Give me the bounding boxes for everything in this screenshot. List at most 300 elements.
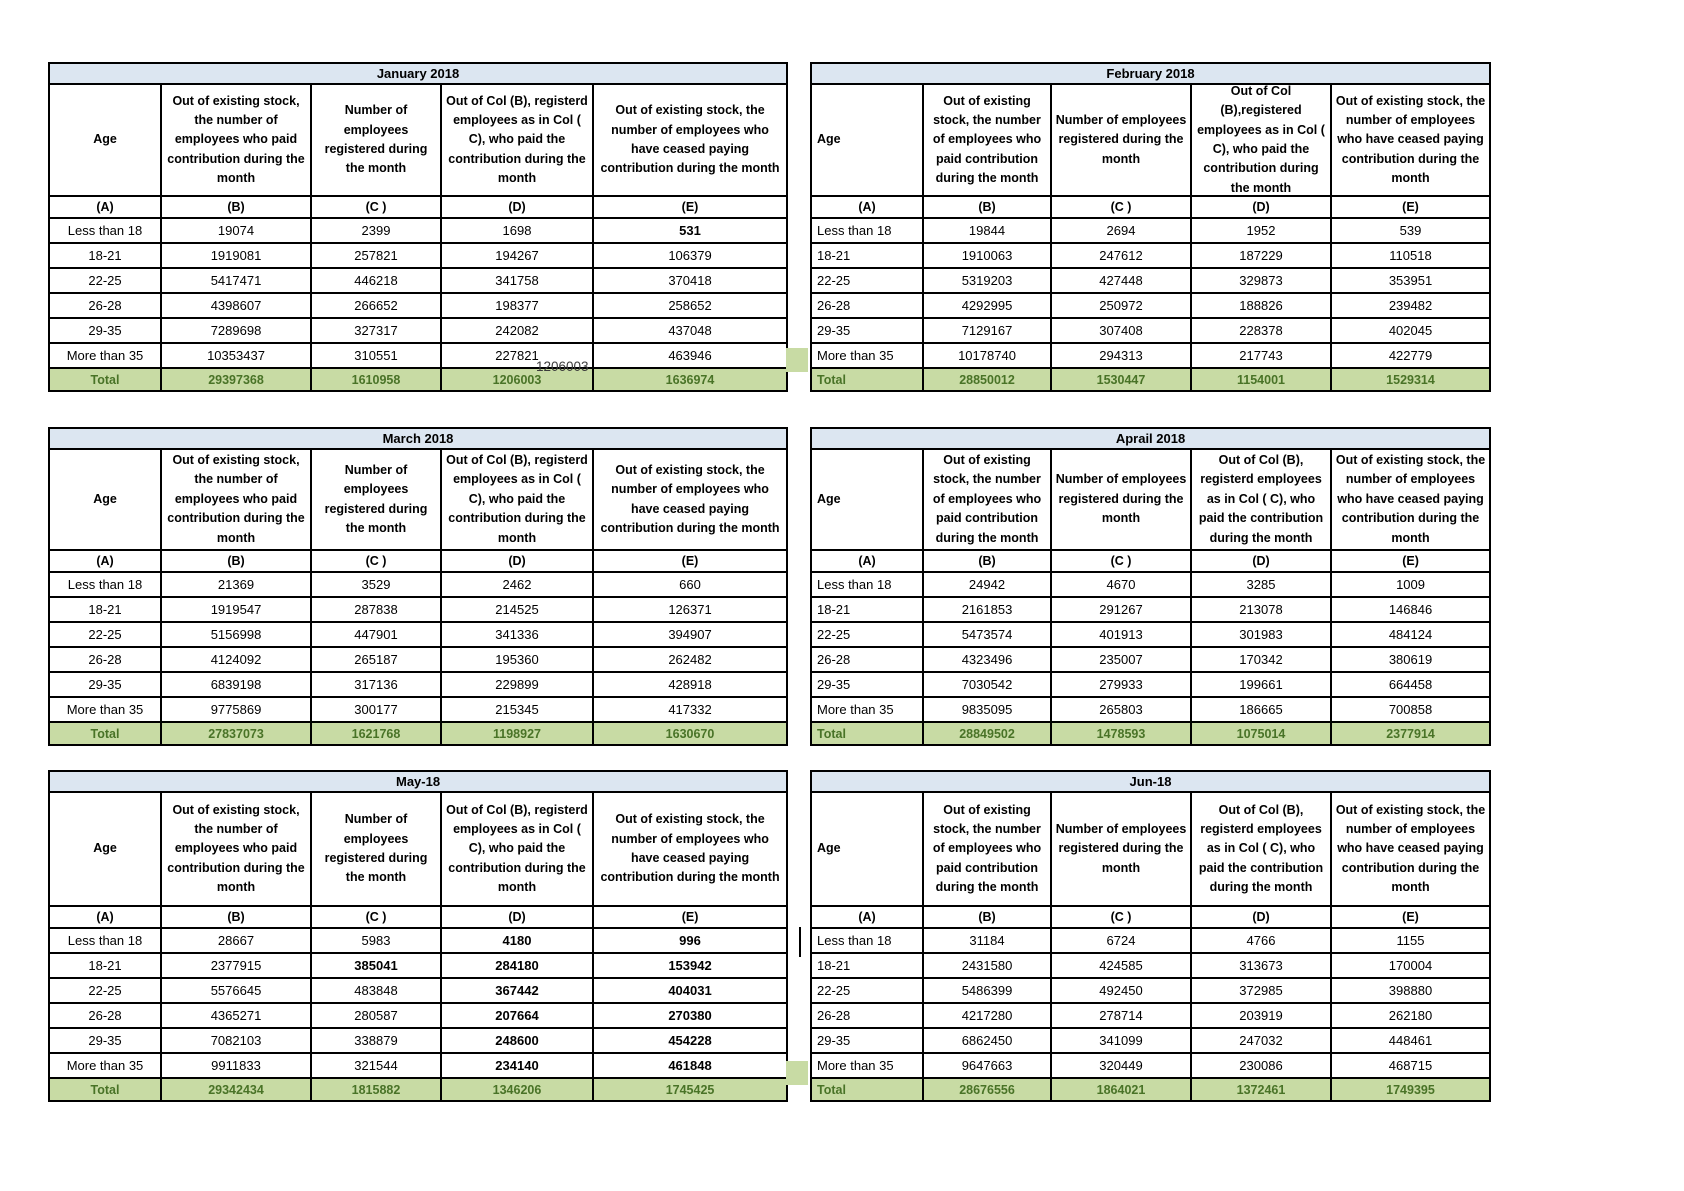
cell-value [1051, 218, 1191, 243]
col-header-b [923, 84, 1051, 196]
total-value-text: 1529314 [1386, 372, 1435, 387]
cell-value-text: 106379 [668, 248, 712, 263]
total-value [311, 722, 441, 745]
cell-value [311, 318, 441, 343]
cell-value [1191, 293, 1331, 318]
cell-value-text: 353951 [1388, 273, 1433, 288]
cell-value [441, 1053, 593, 1078]
cell-value-text: 2377915 [210, 958, 262, 973]
cell-value [1051, 697, 1191, 722]
cell-value-text: 463946 [668, 348, 712, 363]
age-label-text: 18-21 [817, 602, 851, 617]
total-value [593, 722, 787, 745]
cell-value [1051, 343, 1191, 368]
col-letter-text: (C ) [365, 910, 387, 924]
total-value [1191, 722, 1331, 745]
table-row [811, 647, 1490, 672]
col-letter [923, 550, 1051, 572]
age-label [49, 243, 161, 268]
cell-value-text: 531 [679, 223, 701, 238]
age-label-text: Less than 18 [67, 933, 143, 948]
cell-value [593, 1053, 787, 1078]
col-letter-text: (E) [681, 200, 699, 214]
cell-value-text: 4323496 [961, 652, 1013, 667]
cell-value [311, 243, 441, 268]
cell-value [1191, 622, 1331, 647]
cell-value [1191, 572, 1331, 597]
cell-value-text: 380619 [1388, 652, 1433, 667]
cell-value [1191, 343, 1331, 368]
cell-value-text: 4365271 [210, 1008, 262, 1023]
cell-value-text: 187229 [1239, 248, 1283, 263]
cell-value-text: 492450 [1099, 983, 1143, 998]
cell-value [1191, 243, 1331, 268]
cell-value-text: 2399 [361, 223, 391, 238]
cell-value [1191, 697, 1331, 722]
cell-value-text: 5156998 [210, 627, 262, 642]
cell-value [441, 218, 593, 243]
total-value [1051, 1078, 1191, 1101]
total-value-text: 1745425 [665, 1082, 715, 1097]
col-letter [593, 550, 787, 572]
age-label [49, 978, 161, 1003]
cell-value-text: 9835095 [961, 702, 1013, 717]
cell-value-text: 300177 [354, 702, 398, 717]
cell-value-text: 307408 [1099, 323, 1143, 338]
col-header-e [593, 449, 787, 550]
cell-value [1331, 647, 1490, 672]
age-label-text: Less than 18 [817, 577, 892, 592]
cell-value-text: 280587 [354, 1008, 398, 1023]
cell-value-text: 207664 [495, 1008, 539, 1023]
total-value [161, 368, 311, 391]
table-row [811, 218, 1490, 243]
cell-value-text: 5417471 [210, 273, 262, 288]
cell-value-text: 7289698 [210, 323, 262, 338]
col-header-d [441, 84, 593, 196]
col-header-c [311, 449, 441, 550]
col-header-e-text: Out of existing stock, the number of employees who have ceased paying contribution during the month [600, 462, 780, 535]
cell-value [441, 953, 593, 978]
cell-value [1331, 597, 1490, 622]
cell-value-text: 24942 [968, 577, 1006, 592]
month-table-march [48, 427, 788, 746]
total-value-text: 2377914 [1386, 726, 1435, 741]
total-value-text: 1610958 [351, 372, 401, 387]
cell-value [923, 218, 1051, 243]
cell-value [593, 243, 787, 268]
age-label-text: Less than 18 [817, 223, 892, 238]
cell-value-text: 2161853 [961, 602, 1013, 617]
cell-value [923, 622, 1051, 647]
table-row [49, 672, 787, 697]
cell-value-text: 7030542 [961, 677, 1013, 692]
cell-value [593, 597, 787, 622]
col-letter [49, 906, 161, 928]
table-row [49, 293, 787, 318]
table-row [811, 1028, 1490, 1053]
cell-value [923, 572, 1051, 597]
total-value-text: 28676556 [959, 1082, 1015, 1097]
cell-value-text: 341099 [1099, 1033, 1143, 1048]
cell-value-text: 424585 [1099, 958, 1143, 973]
col-letter-text: (E) [1402, 200, 1419, 214]
col-letter [593, 906, 787, 928]
col-letter-text: (D) [508, 554, 526, 568]
col-letter [161, 550, 311, 572]
cell-value [593, 1028, 787, 1053]
cell-value-text: 341758 [495, 273, 539, 288]
col-letter-text: (C ) [1110, 200, 1132, 214]
age-label [811, 697, 923, 722]
cell-value [311, 293, 441, 318]
col-header-age-text: Age [93, 132, 117, 147]
col-letter [923, 196, 1051, 218]
total-label-text: Total [817, 372, 846, 387]
age-label-text: 26-28 [88, 652, 122, 667]
cell-value [1331, 218, 1490, 243]
cell-value [1191, 1053, 1331, 1078]
age-label [49, 672, 161, 697]
col-letter-text: (C ) [365, 200, 387, 214]
col-header-d-text: Out of Col (B), registerd employees as in Col ( C), who paid the contribution during the month [446, 453, 588, 545]
cell-value-text: 291267 [1099, 602, 1143, 617]
table-title-january [49, 63, 787, 84]
cell-value [923, 928, 1051, 953]
cell-value [1191, 1003, 1331, 1028]
table-row [49, 597, 787, 622]
col-header-c-text: Number of employees registered during the month [1055, 112, 1187, 166]
cell-value [1331, 672, 1490, 697]
total-value [441, 722, 593, 745]
cell-value-text: 284180 [495, 958, 539, 973]
cell-value-text: 247612 [1099, 248, 1143, 263]
age-label [49, 268, 161, 293]
cell-value [1191, 218, 1331, 243]
col-letter [1051, 196, 1191, 218]
total-value-text: 1154001 [1237, 372, 1285, 387]
total-value-text: 1630670 [665, 726, 715, 741]
stray-green-cell-bottom [786, 1061, 808, 1085]
cell-value [1051, 647, 1191, 672]
total-label [811, 722, 923, 745]
total-label [49, 1078, 161, 1101]
cell-value-text: 370418 [668, 273, 712, 288]
col-header-b [923, 792, 1051, 906]
col-letter-text: (D) [508, 910, 526, 924]
age-label [811, 622, 923, 647]
cell-value-text: 242082 [495, 323, 539, 338]
total-row [49, 722, 787, 745]
age-label [811, 268, 923, 293]
cell-value [1051, 1053, 1191, 1078]
total-value [593, 368, 787, 391]
cell-value [593, 953, 787, 978]
table-title-march-text: March 2018 [382, 431, 454, 446]
cell-value [1051, 243, 1191, 268]
cell-value-text: 287838 [354, 602, 398, 617]
col-header-c-text: Number of employees registered during the month [324, 462, 428, 535]
table-row [49, 218, 787, 243]
age-label-text: 18-21 [88, 958, 122, 973]
cell-value [1051, 672, 1191, 697]
cell-value [1051, 1003, 1191, 1028]
cell-value-text: 3285 [1246, 577, 1276, 592]
age-label-text: 26-28 [88, 298, 122, 313]
total-value [311, 368, 441, 391]
cell-value [441, 597, 593, 622]
col-header-e-text: Out of existing stock, the number of employees who have ceased paying contribution during the month [1335, 802, 1486, 895]
cell-value [1051, 928, 1191, 953]
cell-value [441, 672, 593, 697]
cell-value-text: 385041 [354, 958, 398, 973]
table-row [49, 697, 787, 722]
age-label-text: 26-28 [88, 1008, 122, 1023]
col-letter [593, 196, 787, 218]
table-row [49, 318, 787, 343]
col-header-c [1051, 792, 1191, 906]
cell-value-text: 660 [679, 577, 701, 592]
cell-value [923, 343, 1051, 368]
table-row [811, 1003, 1490, 1028]
cell-value-text: 5319203 [961, 273, 1013, 288]
table-row [49, 1003, 787, 1028]
col-header-b-text: Out of existing stock, the number of employees who paid contribution during the month [932, 802, 1042, 895]
col-header-age-text: Age [817, 841, 841, 856]
cell-value-text: 265187 [354, 652, 398, 667]
total-row [811, 1078, 1490, 1101]
col-header-e-text: Out of existing stock, the number of employees who have ceased paying contribution during the month [1335, 453, 1486, 545]
cell-value [1191, 318, 1331, 343]
cell-value [441, 1028, 593, 1053]
cell-value [311, 1003, 441, 1028]
cell-value [923, 293, 1051, 318]
cell-value [441, 572, 593, 597]
cell-value [1331, 268, 1490, 293]
cell-value-text: 372985 [1239, 983, 1283, 998]
cell-value [161, 1028, 311, 1053]
col-header-e [1331, 449, 1490, 550]
col-header-c-text: Number of employees registered during the month [324, 103, 428, 176]
col-header-b [923, 449, 1051, 550]
cell-value [311, 697, 441, 722]
cell-value [923, 978, 1051, 1003]
cell-value-text: 186665 [1239, 702, 1283, 717]
col-header-age [49, 449, 161, 550]
col-header-age [49, 84, 161, 196]
col-header-age [811, 449, 923, 550]
cell-value [923, 1028, 1051, 1053]
cell-value-text: 5486399 [961, 983, 1013, 998]
cell-value-text: 250972 [1099, 298, 1143, 313]
cell-value [593, 697, 787, 722]
cell-value [1331, 1003, 1490, 1028]
cell-value-text: 10178740 [958, 348, 1016, 363]
col-header-b-text: Out of existing stock, the number of employees who paid contribution during the month [167, 802, 305, 895]
col-header-age [49, 792, 161, 906]
cell-value-text: 437048 [668, 323, 712, 338]
cell-value-text: 1919081 [210, 248, 262, 263]
cell-value [161, 1003, 311, 1028]
age-label [49, 597, 161, 622]
age-label [811, 978, 923, 1003]
age-label [49, 572, 161, 597]
age-label-text: Less than 18 [817, 933, 892, 948]
cell-value-text: 248600 [495, 1033, 539, 1048]
cell-value [593, 572, 787, 597]
cell-value-text: 317136 [354, 677, 398, 692]
age-label-text: 22-25 [88, 627, 122, 642]
cell-value [1051, 1028, 1191, 1053]
col-letter [161, 906, 311, 928]
col-letter-text: (A) [858, 554, 876, 568]
table-title-february [811, 63, 1490, 84]
cell-value-text: 195360 [495, 652, 539, 667]
col-letter-text: (D) [508, 200, 526, 214]
cell-value [1191, 928, 1331, 953]
col-letter-text: (B) [227, 554, 245, 568]
cell-value [593, 928, 787, 953]
age-label-text: 29-35 [817, 677, 851, 692]
cell-value [593, 647, 787, 672]
cell-value-text: 217743 [1239, 348, 1283, 363]
cell-value-text: 215345 [495, 702, 539, 717]
total-value [161, 1078, 311, 1101]
cell-value-text: 402045 [1388, 323, 1433, 338]
cell-value-text: 126371 [668, 602, 712, 617]
col-letter [1051, 550, 1191, 572]
col-letter-text: (E) [1402, 554, 1419, 568]
col-header-e-text: Out of existing stock, the number of employees who have ceased paying contribution during the month [1335, 93, 1486, 186]
col-header-age-text: Age [817, 132, 841, 147]
age-label [811, 243, 923, 268]
month-table-june [810, 770, 1491, 1102]
cell-value-text: 2431580 [961, 958, 1013, 973]
age-label [49, 218, 161, 243]
total-value-text: 27837073 [208, 726, 264, 741]
col-header-c [311, 84, 441, 196]
col-header-e [1331, 84, 1490, 196]
cell-value [311, 597, 441, 622]
cell-value-text: 404031 [668, 983, 712, 998]
cell-value [923, 318, 1051, 343]
col-letter [1331, 550, 1490, 572]
cell-value-text: 266652 [354, 298, 398, 313]
col-header-b-text: Out of existing stock, the number of employees who paid contribution during the month [932, 93, 1042, 186]
age-label [811, 318, 923, 343]
month-table-may [48, 770, 788, 1102]
cell-value [923, 647, 1051, 672]
cell-value-text: 262180 [1388, 1008, 1433, 1023]
table-title-june [811, 771, 1490, 792]
age-label [49, 318, 161, 343]
table-row [49, 622, 787, 647]
cell-value-text: 4670 [1106, 577, 1136, 592]
cell-value-text: 153942 [668, 958, 712, 973]
cell-value [441, 928, 593, 953]
cell-value-text: 229899 [495, 677, 539, 692]
cell-value-text: 19844 [968, 223, 1006, 238]
col-letter-text: (A) [96, 554, 114, 568]
cell-value-text: 320449 [1099, 1058, 1143, 1073]
table-title-january-text: January 2018 [376, 66, 460, 81]
col-letter-text: (C ) [1110, 910, 1132, 924]
col-letter [811, 196, 923, 218]
cell-value-text: 446218 [354, 273, 398, 288]
col-letter-text: (E) [1402, 910, 1419, 924]
cell-value-text: 4124092 [210, 652, 262, 667]
col-letter-text: (B) [978, 910, 996, 924]
cell-value-text: 454228 [668, 1033, 712, 1048]
total-value-text: 28850012 [959, 372, 1015, 387]
cell-value-text: 294313 [1099, 348, 1143, 363]
cell-value-text: 21369 [217, 577, 255, 592]
cell-value [161, 318, 311, 343]
cell-value [311, 1053, 441, 1078]
total-value [311, 1078, 441, 1101]
total-label [811, 368, 923, 391]
age-label-text: 18-21 [817, 958, 851, 973]
cell-value [593, 978, 787, 1003]
total-label [49, 722, 161, 745]
cell-value-text: 213078 [1239, 602, 1283, 617]
table-row [49, 268, 787, 293]
cell-value [161, 978, 311, 1003]
age-label [811, 572, 923, 597]
cell-value-text: 4217280 [961, 1008, 1013, 1023]
cell-value [311, 572, 441, 597]
cell-value [1051, 318, 1191, 343]
cell-value-text: 31184 [969, 933, 1005, 948]
age-label [811, 1003, 923, 1028]
cell-value [161, 672, 311, 697]
cell-value-text: 9775869 [210, 702, 262, 717]
cell-value-text: 4398607 [210, 298, 262, 313]
cell-value-text: 1155 [1396, 933, 1425, 948]
cell-value [441, 697, 593, 722]
stray-overlapping-value: 1206003 [536, 359, 589, 374]
col-header-d-text: Out of Col (B), registerd employees as in Col ( C), who paid the contribution during the month [1198, 453, 1324, 545]
cell-value-text: 313673 [1239, 958, 1283, 973]
cell-value [923, 1053, 1051, 1078]
cell-value-text: 278714 [1099, 1008, 1143, 1023]
cell-value-text: 301983 [1239, 627, 1283, 642]
cell-value-text: 257821 [354, 248, 398, 263]
cell-value [311, 268, 441, 293]
table-row [811, 928, 1490, 953]
cell-value [311, 622, 441, 647]
col-letter [923, 906, 1051, 928]
cell-value-text: 461848 [668, 1058, 712, 1073]
table-row [49, 572, 787, 597]
table-row [811, 978, 1490, 1003]
cell-value-text: 270380 [668, 1008, 712, 1023]
cell-value [593, 318, 787, 343]
age-label-text: 29-35 [88, 1033, 122, 1048]
total-value [1191, 1078, 1331, 1101]
col-letter-text: (C ) [1110, 554, 1132, 568]
age-label-text: 22-25 [817, 627, 851, 642]
cell-value-text: 468715 [1388, 1058, 1433, 1073]
cell-value [593, 672, 787, 697]
cell-value [1331, 1028, 1490, 1053]
cell-value-text: 329873 [1239, 273, 1283, 288]
age-label [49, 1003, 161, 1028]
total-label [811, 1078, 923, 1101]
table-row [811, 343, 1490, 368]
age-label [811, 343, 923, 368]
age-label-text: More than 35 [66, 702, 144, 717]
